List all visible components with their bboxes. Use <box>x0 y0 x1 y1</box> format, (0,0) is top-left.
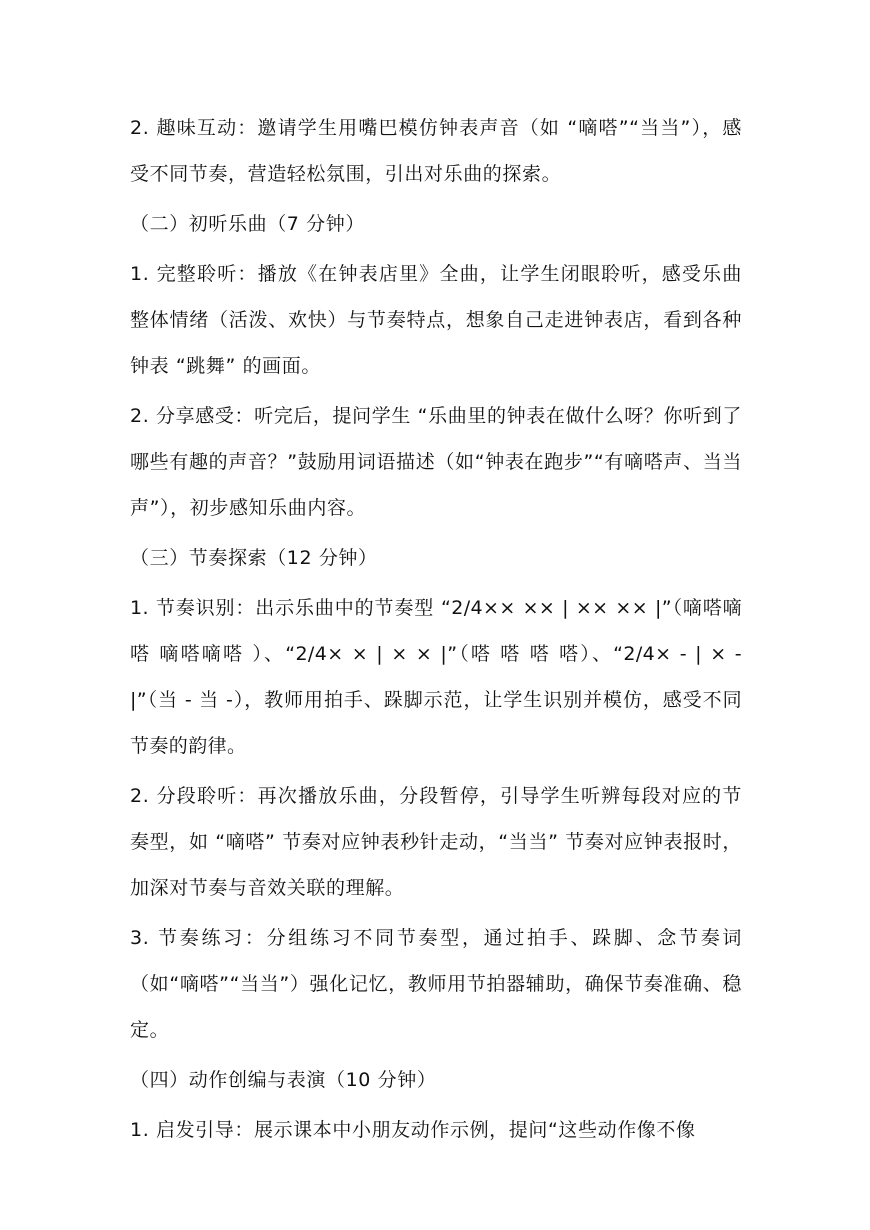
paragraph-rhythm-practice: 3. 节奏练习：分组练习不同节奏型，通过拍手、跺脚、念节奏词（如“嘀嗒”“当当”）强化记忆，教师用节拍器辅助，确保节奏准确、稳定。 <box>130 927 742 1041</box>
section-heading-first-listen: （二）初听乐曲（7 分钟） <box>130 213 365 235</box>
paragraph-rhythm-identify: 1. 节奏识别：出示乐曲中的节奏型 “2/4×× ×× | ×× ×× |”（嘀嗒嘀嗒 嘀嗒嘀嗒 ）、“2/4× × | × × |”（嗒 嗒 嗒 嗒）、“2/4× - | × - |”（当 - 当 -），教师用拍手、跺脚示范，让学生识别并模仿，感受不同节奏的韵律。 <box>130 597 742 757</box>
paragraph-full-listen: 1. 完整聆听：播放《在钟表店里》全曲，让学生闭眼聆听，感受乐曲整体情绪（活泼、欢快）与节奏特点，想象自己走进钟表店，看到各种钟表 “跳舞” 的画面。 <box>130 263 742 377</box>
section-heading-rhythm-explore: （三）节奏探索（12 分钟） <box>130 547 378 569</box>
section-heading-movement-creation: （四）动作创编与表演（10 分钟） <box>130 1069 437 1091</box>
paragraph-share-feelings: 2. 分享感受：听完后，提问学生 “乐曲里的钟表在做什么呀？你听到了哪些有趣的声音？”鼓励用词语描述（如“钟表在跑步”“有嘀嗒声、当当声”），初步感知乐曲内容。 <box>130 405 742 519</box>
document-body <box>130 105 742 1157</box>
paragraph-inspire-guide: 1. 启发引导：展示课本中小朋友动作示例，提问“这些动作像不像 <box>130 1119 696 1141</box>
paragraph-segment-listen: 2. 分段聆听：再次播放乐曲，分段暂停，引导学生听辨每段对应的节奏型，如 “嘀嗒” 节奏对应钟表秒针走动，“当当” 节奏对应钟表报时，加深对节奏与音效关联的理解。 <box>130 785 742 899</box>
paragraph-interaction: 2. 趣味互动：邀请学生用嘴巴模仿钟表声音（如 “嘀嗒”“当当”），感受不同节奏，营造轻松氛围，引出对乐曲的探索。 <box>130 117 742 185</box>
